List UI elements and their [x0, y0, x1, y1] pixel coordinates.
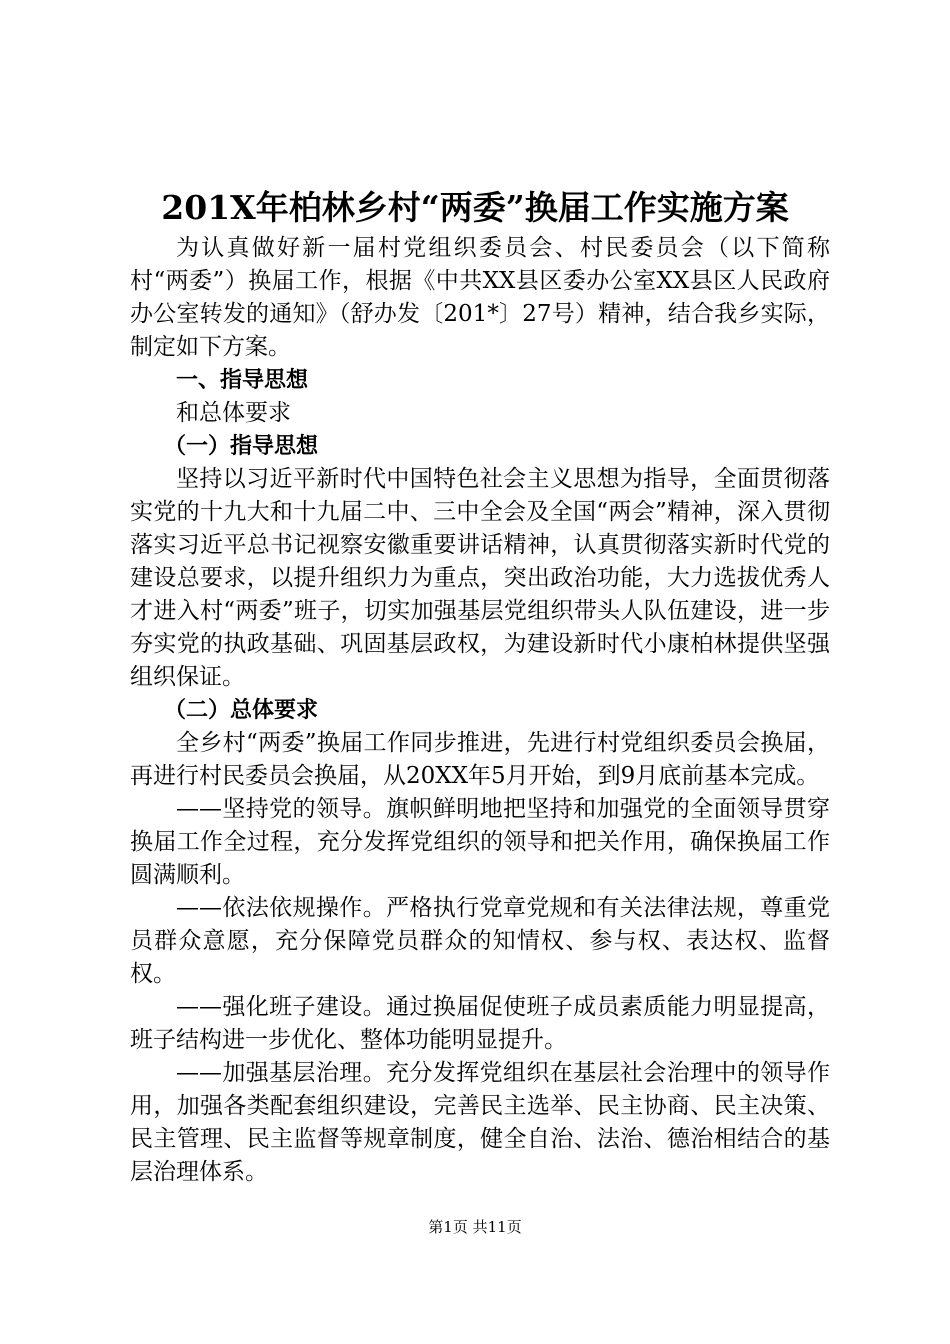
- guiding-ideology-paragraph: 坚持以习近平新时代中国特色社会主义思想为指导，全面贯彻落实党的十九大和十九届二中、三中全会及全国“两会”精神，深入贯彻落实习近平总书记视察安徽重要讲话精神，认真贯彻落实新时代党的建设总要求，以提升组织力为重点，突出政治功能，大力选拔优秀人才进入村“两委”班子，切实加强基层党组织带头人队伍建设，进一步夯实党的执政基础、巩固基层政权，为建设新时代小康柏林提供坚强组织保证。: [130, 466, 830, 690]
- principle-rule-of-law: ——依法依规操作。严格执行党章党规和有关法律法规，尊重党员群众意愿，充分保障党员群众的知情权、参与权、表达权、监督权。: [130, 895, 830, 987]
- general-requirements-paragraph: 全乡村“两委”换届工作同步推进，先进行村党组织委员会换届，再进行村民委员会换届，从20XX年5月开始，到9月底前基本完成。: [130, 730, 830, 789]
- principle-party-leadership: ——坚持党的领导。旗帜鲜明地把坚持和加强党的全面领导贯穿换届工作全过程，充分发挥党组织的领导和把关作用，确保换届工作圆满顺利。: [130, 796, 830, 888]
- principle-grassroots-governance: ——加强基层治理。充分发挥党组织在基层社会治理中的领导作用，加强各类配套组织建设，完善民主选举、民主协商、民主决策、民主管理、民主监督等规章制度，健全自治、法治、德治相结合的基层治理体系。: [130, 1060, 830, 1185]
- subsection-heading-2: （二）总体要求: [164, 698, 319, 723]
- section-heading-continuation: 和总体要求: [176, 400, 291, 426]
- section-heading-guiding-ideology: 一、指导思想: [176, 368, 309, 393]
- document-title: 201X年柏林乡村“两委”换届工作实施方案: [161, 188, 789, 227]
- subsection-heading-1: （一）指导思想: [164, 434, 319, 459]
- document-body: [130, 232, 830, 1189]
- principle-team-building: ——强化班子建设。通过换届促使班子成员素质能力明显提高，班子结构进一步优化、整体功能明显提升。: [130, 994, 830, 1053]
- intro-paragraph: 为认真做好新一届村党组织委员会、村民委员会（以下简称村“两委”）换届工作，根据《中共XX县区委办公室XX县区人民政府办公室转发的通知》（舒办发〔201*〕27号）精神，结合我乡实际，制定如下方案。: [130, 235, 830, 360]
- page-number: 第1页 共11页: [428, 1218, 522, 1236]
